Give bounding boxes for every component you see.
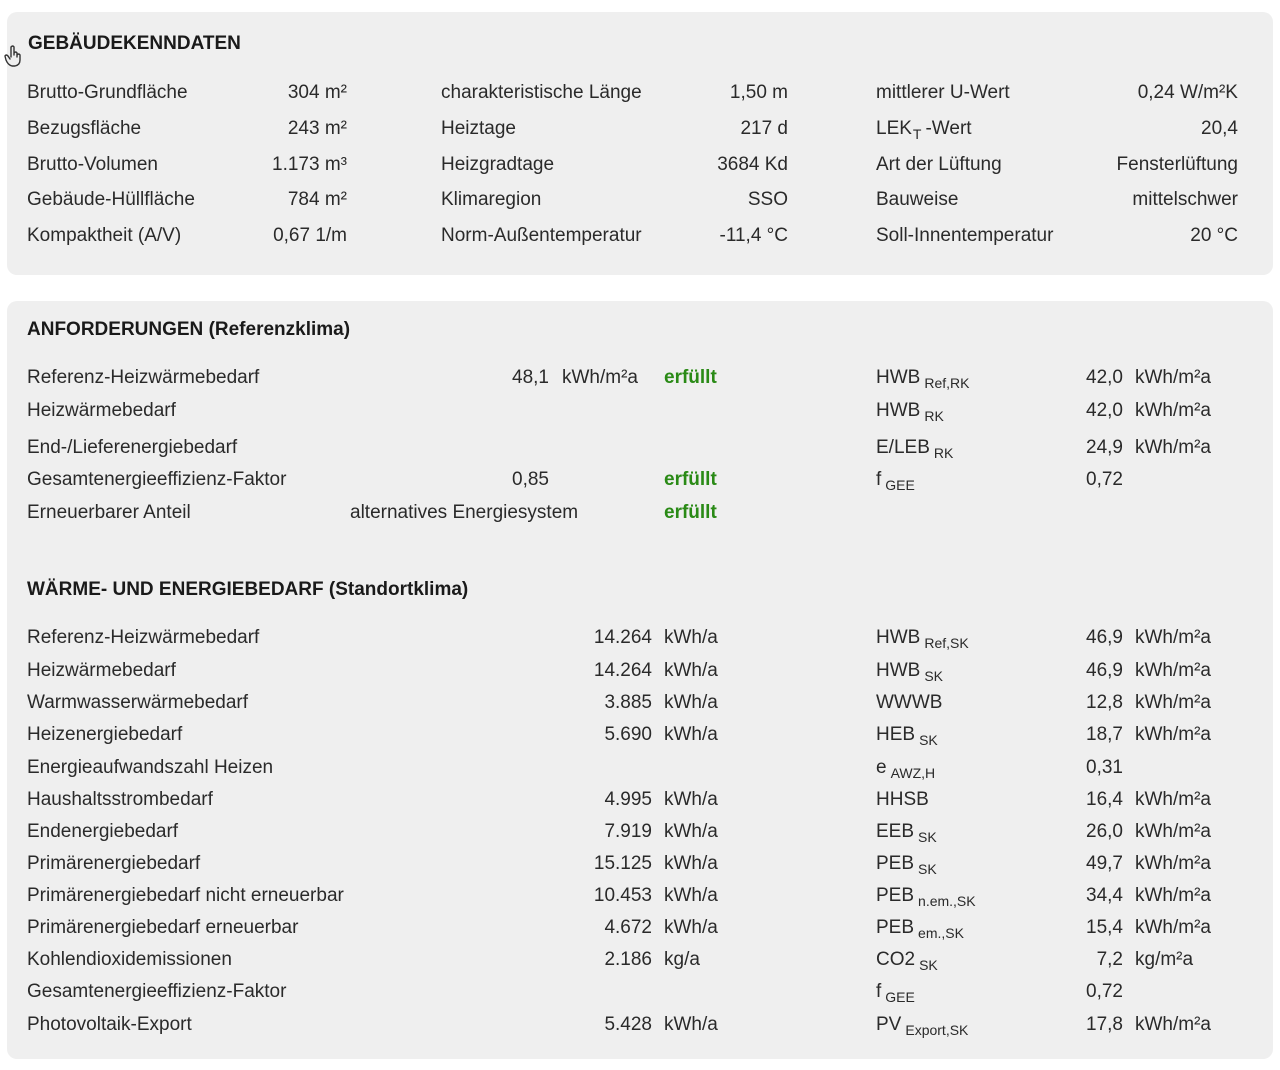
energy-symbol-value: 49,7 — [1086, 853, 1123, 874]
kenndaten-label: Art der Lüftung — [876, 154, 1002, 175]
requirement-label: Erneuerbarer Anteil — [27, 502, 191, 523]
energy-unit: kWh/a — [664, 627, 718, 648]
energy-label: Primärenergiebedarf erneuerbar — [27, 917, 299, 938]
kenndaten-label: Gebäude-Hüllfläche — [27, 189, 195, 210]
kenndaten-label: Brutto-Volumen — [27, 154, 158, 175]
energy-label: Heizwärmebedarf — [27, 660, 176, 681]
energy-symbol-unit: kWh/m²a — [1135, 1014, 1211, 1035]
kenndaten-value: Fensterlüftung — [1116, 154, 1238, 175]
label-main: LEK — [876, 118, 912, 139]
kenndaten-value: -11,4 °C — [719, 225, 788, 246]
energy-symbol-value: 26,0 — [1086, 821, 1123, 842]
energy-label: Warmwasserwärmebedarf — [27, 692, 249, 713]
kenndaten-label: Heiztage — [441, 118, 516, 139]
kenndaten-value: 1,50 m — [729, 82, 788, 103]
energy-symbol-subscript: SK — [924, 668, 944, 684]
energy-value: 4.672 — [604, 917, 652, 938]
energy-unit: kWh/a — [664, 821, 718, 842]
kenndaten-label: Kompaktheit (A/V) — [27, 225, 182, 246]
energy-value: 3.885 — [604, 692, 652, 713]
energy-symbol-main: PEB — [876, 885, 915, 906]
energy-symbol-value: 12,8 — [1086, 692, 1123, 713]
energy-symbol-subscript: SK — [918, 861, 937, 877]
kenndaten-label: charakteristische Länge — [441, 82, 642, 103]
energy-label: Heizenergiebedarf — [27, 724, 183, 745]
kenndaten-label — [876, 118, 972, 142]
energy-label: Haushaltsstrombedarf — [27, 789, 213, 810]
kenndaten-value: 20,4 — [1201, 118, 1238, 139]
energy-symbol-value: 18,7 — [1086, 724, 1123, 745]
energy-unit: kWh/a — [664, 789, 718, 810]
energy-unit: kWh/a — [664, 917, 718, 938]
energy-value: 5.690 — [604, 724, 652, 745]
kenndaten-value: SSO — [747, 189, 788, 210]
energy-symbol-main: f — [876, 981, 882, 1002]
energy-symbol-unit: kWh/m²a — [1135, 789, 1211, 810]
requirement-status: erfüllt — [664, 502, 717, 523]
energy-symbol-value: 46,9 — [1086, 627, 1123, 648]
waerme-title-sub: (Standortklima) — [328, 579, 469, 600]
requirement-symbol-value: 42,0 — [1086, 400, 1123, 421]
requirement-symbol-main: f — [876, 469, 882, 490]
energy-value: 10.453 — [593, 885, 652, 906]
energy-symbol-subscript: SK — [919, 732, 938, 748]
energy-symbol-value: 16,4 — [1086, 789, 1123, 810]
energy-unit: kWh/a — [664, 853, 718, 874]
kenndaten-value: 0,24 W/m²K — [1137, 82, 1238, 103]
kenndaten-value: 784 m² — [287, 189, 347, 210]
requirement-symbol-value: 24,9 — [1086, 437, 1123, 458]
requirement-symbol-unit: kWh/m²a — [1135, 437, 1211, 458]
energy-value: 5.428 — [604, 1014, 652, 1035]
kenndaten-value: 217 d — [740, 118, 788, 139]
energy-unit: kg/a — [664, 949, 700, 970]
energy-label: Endenergiebedarf — [27, 821, 179, 842]
energy-symbol-subscript: AWZ,H — [890, 765, 936, 781]
energy-symbol-main: HWB — [876, 660, 921, 681]
kenndaten-value: 1.173 m³ — [272, 154, 347, 175]
energy-symbol-subscript: n.em.,SK — [918, 893, 976, 909]
energy-label: Referenz-Heizwärmebedarf — [27, 627, 260, 648]
energy-symbol-subscript: SK — [919, 957, 938, 973]
energy-symbol-value: 7,2 — [1096, 949, 1123, 970]
requirement-status: erfüllt — [664, 367, 717, 388]
energy-symbol-subscript: Ref,SK — [924, 635, 969, 651]
energy-symbol-subscript: GEE — [885, 989, 915, 1005]
requirement-symbol-main: HWB — [876, 400, 921, 421]
requirement-value: alternatives Energiesystem — [350, 502, 579, 523]
requirement-symbol — [876, 367, 969, 391]
energy-label: Gesamtenergieeffizienz-Faktor — [27, 981, 287, 1002]
energy-unit: kWh/a — [664, 660, 718, 681]
energy-symbol-main: CO2 — [876, 949, 916, 970]
energy-value: 14.264 — [593, 627, 652, 648]
requirement-label: Referenz-Heizwärmebedarf — [27, 367, 260, 388]
energy-symbol-unit: kWh/m²a — [1135, 724, 1211, 745]
kenndaten-value: 20 °C — [1190, 225, 1238, 246]
energy-label: Photovoltaik-Export — [27, 1014, 192, 1035]
requirement-unit: kWh/m²a — [562, 367, 638, 388]
energy-symbol — [876, 981, 915, 1005]
kenndaten-label: mittlerer U-Wert — [876, 82, 1010, 103]
kenndaten-value: 304 m² — [287, 82, 347, 103]
energy-symbol-main: e — [876, 757, 887, 778]
waerme-title: WÄRME- UND ENERGIEBEDARF — [27, 579, 324, 600]
energy-symbol-main: WWWB — [876, 692, 943, 713]
requirement-symbol-subscript: RK — [933, 445, 954, 461]
energy-symbol-unit: kWh/m²a — [1135, 885, 1211, 906]
requirement-value: 48,1 — [512, 367, 549, 388]
requirement-label: Heizwärmebedarf — [27, 400, 176, 421]
section-title-kenndaten: GEBÄUDEKENNDATEN — [28, 33, 241, 54]
energy-value: 15.125 — [593, 853, 652, 874]
energy-symbol-value: 0,72 — [1086, 981, 1123, 1002]
energy-value: 4.995 — [604, 789, 652, 810]
energy-symbol-subscript: SK — [918, 829, 937, 845]
energy-value: 2.186 — [604, 949, 652, 970]
energy-symbol-value: 0,31 — [1086, 757, 1123, 778]
energy-symbol — [876, 821, 937, 845]
energy-symbol — [876, 789, 933, 813]
energy-symbol-main: PEB — [876, 853, 915, 874]
energy-symbol-main: HEB — [876, 724, 916, 745]
requirement-value: 0,85 — [512, 469, 549, 490]
requirement-symbol-subscript: RK — [924, 408, 944, 424]
kenndaten-label: Heizgradtage — [441, 154, 555, 175]
requirement-symbol-value: 0,72 — [1086, 469, 1123, 490]
energy-symbol-unit: kWh/m²a — [1135, 627, 1211, 648]
energy-symbol-subscript: Export,SK — [905, 1022, 969, 1038]
energy-symbol-main: HHSB — [876, 789, 929, 810]
energy-label: Primärenergiebedarf — [27, 853, 201, 874]
requirement-symbol-unit: kWh/m²a — [1135, 400, 1211, 421]
label-suffix: -Wert — [925, 118, 972, 139]
anforderungen-title: ANFORDERUNGEN — [27, 319, 204, 340]
energy-symbol — [876, 885, 976, 909]
kenndaten-label: Norm-Außentemperatur — [441, 225, 642, 246]
requirement-label: End-/Lieferenergiebedarf — [27, 437, 238, 458]
energy-symbol-value: 34,4 — [1086, 885, 1123, 906]
kenndaten-value: 0,67 1/m — [273, 225, 347, 246]
energy-symbol-value: 15,4 — [1086, 917, 1123, 938]
energy-symbol-main: EEB — [876, 821, 915, 842]
hand-pointer-icon — [3, 44, 25, 74]
energy-symbol — [876, 949, 938, 973]
energy-value: 14.264 — [593, 660, 652, 681]
kenndaten-label: Bauweise — [876, 189, 959, 210]
kenndaten-value: 243 m² — [287, 118, 347, 139]
energy-symbol-unit: kWh/m²a — [1135, 821, 1211, 842]
requirement-symbol-subscript: GEE — [885, 477, 915, 493]
energy-symbol-unit: kWh/m²a — [1135, 853, 1211, 874]
energy-label: Kohlendioxidemissionen — [27, 949, 232, 970]
energy-symbol — [876, 660, 943, 684]
energy-symbol — [876, 853, 937, 877]
energy-symbol-subscript: em.,SK — [918, 925, 964, 941]
energy-symbol-unit: kWh/m²a — [1135, 917, 1211, 938]
kenndaten-value: mittelschwer — [1132, 189, 1238, 210]
kenndaten-label: Brutto-Grundfläche — [27, 82, 188, 103]
kenndaten-value: 3684 Kd — [717, 154, 788, 175]
label-subscript: T — [912, 126, 922, 142]
energy-unit: kWh/a — [664, 1014, 718, 1035]
energy-symbol-main: PEB — [876, 917, 915, 938]
energy-unit: kWh/a — [664, 724, 718, 745]
energy-label: Primärenergiebedarf nicht erneuerbar — [27, 885, 344, 906]
energy-value: 7.919 — [604, 821, 652, 842]
requirement-label: Gesamtenergieeffizienz-Faktor — [27, 469, 287, 490]
energy-symbol — [876, 1014, 968, 1038]
section-title-waerme — [27, 579, 468, 601]
kenndaten-label: Klimaregion — [441, 189, 542, 210]
requirement-symbol-value: 42,0 — [1086, 367, 1123, 388]
energy-symbol — [876, 757, 935, 781]
energy-symbol-main: HWB — [876, 627, 921, 648]
requirement-symbol-unit: kWh/m²a — [1135, 367, 1211, 388]
requirement-symbol — [876, 400, 944, 424]
energy-symbol-main: PV — [876, 1014, 902, 1035]
energy-label: Energieaufwandszahl Heizen — [27, 757, 274, 778]
energy-symbol-unit: kWh/m²a — [1135, 692, 1211, 713]
requirement-symbol-main: E/LEB — [876, 437, 930, 458]
energy-symbol-unit: kg/m²a — [1135, 949, 1194, 970]
requirement-symbol-main: HWB — [876, 367, 921, 388]
energy-unit: kWh/a — [664, 692, 718, 713]
requirement-symbol — [876, 437, 953, 461]
energy-unit: kWh/a — [664, 885, 718, 906]
energy-symbol — [876, 692, 946, 716]
requirement-status: erfüllt — [664, 469, 717, 490]
energy-symbol-value: 46,9 — [1086, 660, 1123, 681]
energy-symbol-value: 17,8 — [1086, 1014, 1123, 1035]
energy-symbol — [876, 917, 964, 941]
kenndaten-label: Bezugsfläche — [27, 118, 142, 139]
anforderungen-title-sub: (Referenzklima) — [208, 319, 351, 340]
energy-symbol — [876, 627, 969, 651]
energy-symbol — [876, 724, 938, 748]
energy-symbol-unit: kWh/m²a — [1135, 660, 1211, 681]
section-title-anforderungen — [27, 319, 350, 341]
requirement-symbol — [876, 469, 915, 493]
requirement-symbol-subscript: Ref,RK — [924, 375, 970, 391]
kenndaten-label: Soll-Innentemperatur — [876, 225, 1054, 246]
